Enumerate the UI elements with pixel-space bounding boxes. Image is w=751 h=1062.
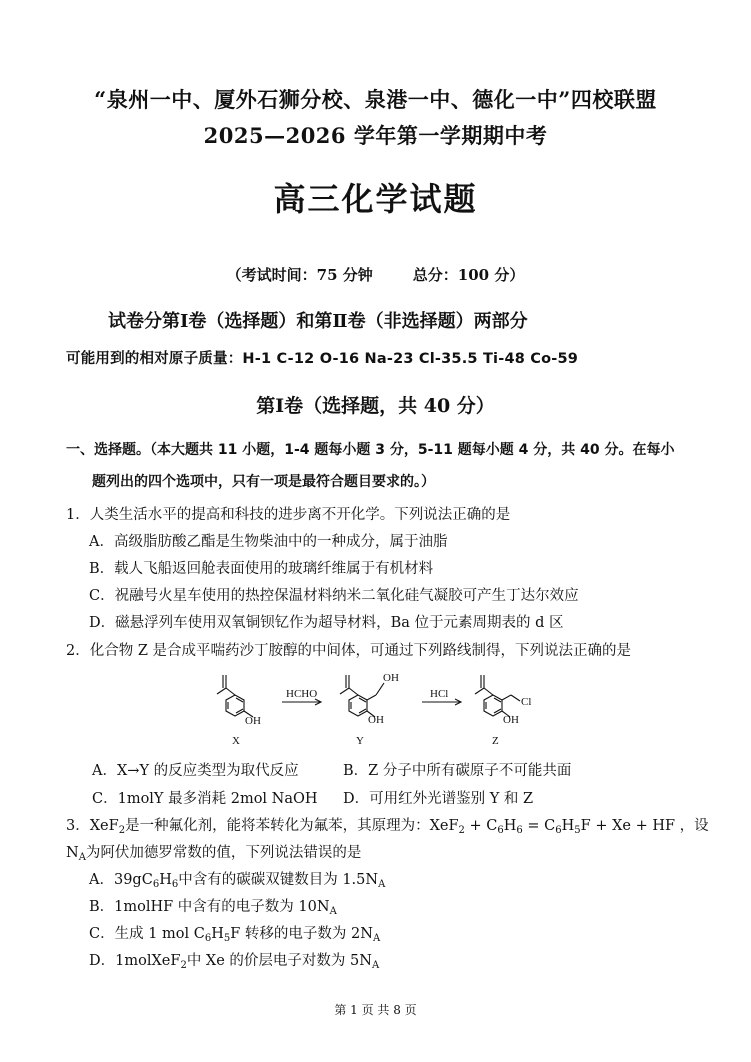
exam-time-info	[0, 264, 751, 285]
question-2-option-a: A．X→Y 的反应类型为取代反应	[92, 763, 299, 779]
question-2-option-c: C．1molY 最多消耗 2mol NaOH	[92, 791, 318, 807]
question-1-option-b: B．载人飞船返回舱表面使用的玻璃纤维属于有机材料	[89, 561, 434, 577]
x-oh-label: OH	[245, 715, 261, 727]
reagent-hcho-label: HCHO	[286, 688, 318, 700]
question-2-option-d: D．可用红外光谱鉴别 Y 和 Z	[343, 791, 534, 807]
question-2-stem: 2．化合物 Z 是合成平喘药沙丁胺醇的中间体，可通过下列路线制得，下列说法正确的是	[66, 643, 632, 659]
compound-z-label: Z	[492, 735, 499, 747]
question-1-option-a: A．高级脂肪酸乙酯是生物柴油中的一种成分，属于油脂	[89, 534, 448, 550]
compound-y-label: Y	[356, 735, 364, 747]
question-1-stem: 1．人类生活水平的提高和科技的进步离不开化学。下列说法正确的是	[66, 507, 511, 523]
page-number: 第 1 页 共 8 页	[334, 1003, 417, 1017]
compound-z-structure	[475, 675, 520, 717]
question-3-option-d: D．1molXeF$_2$中 Xe 的价层电子对数为 $5N_A$	[89, 953, 380, 971]
y-oh-ring-label: OH	[368, 714, 384, 726]
question-3-stem: 3．XeF$_2$是一种氟化剂，能将苯转化为氟苯，其原理为：$XeF_2 + C_6H_6 = C_6H_5F + Xe$ + HF ，设	[66, 818, 709, 836]
question-3-option-c: C．生成 1 mol $C_6H_5F$ 转移的电子数为 $2N_A$	[89, 926, 381, 944]
atomic-masses: 可能用到的相对原子质量：H-1 C-12 O-16 Na-23 Cl-35.5 Ti-48 Co-59	[66, 351, 579, 367]
reagent-hcl-label: HCl	[430, 688, 449, 700]
exam-total-score: 总分：100 分）	[412, 266, 525, 284]
section-instructions-line2: 题列出的四个选项中，只有一项是最符合题目要求的。）	[92, 474, 435, 490]
exam-parts-note: 试卷分第Ⅰ卷（选择题）和第Ⅱ卷（非选择题）两部分	[108, 311, 528, 332]
section-title: 第Ⅰ卷（选择题，共 40 分）	[256, 395, 495, 417]
z-oh-label: OH	[503, 714, 519, 726]
z-cl-label: Cl	[521, 696, 532, 708]
reaction-scheme	[190, 666, 570, 748]
question-1-option-d: D．磁悬浮列车使用双氧铜钡钇作为超导材料，Ba 位于元素周期表的 d 区	[89, 615, 564, 631]
compound-x-label: X	[232, 735, 240, 747]
exam-subject-title: 高三化学试题	[273, 180, 478, 218]
question-3-option-a: A．$39gC_6H_6$中含有的碳碳双键数目为 $1.5N_A$	[89, 872, 386, 890]
compound-x-structure	[217, 675, 253, 717]
exam-duration: （考试时间：75 分钟	[226, 266, 373, 284]
y-oh-chain-label: OH	[383, 672, 399, 684]
question-1-option-c: C．祝融号火星车使用的热控保温材料纳米二氧化硅气凝胶可产生丁达尔效应	[89, 588, 579, 604]
exam-term-title: 2025—2026 学年第一学期期中考	[203, 123, 548, 148]
question-2-option-b: B．Z 分子中所有碳原子不可能共面	[343, 763, 572, 779]
compound-y-structure	[340, 675, 384, 717]
exam-alliance-title: “泉州一中、厦外石狮分校、泉港一中、德化一中”四校联盟	[94, 87, 657, 112]
question-3-stem-line2: $N_A$为阿伏加德罗常数的值，下列说法错误的是	[66, 845, 362, 863]
question-3-option-b: B．1molHF 中含有的电子数为 $10N_A$	[89, 899, 337, 917]
section-instructions-line1: 一、选择题。（本大题共 11 小题，1-4 题每小题 3 分，5-11 题每小题 4 分，共 40 分。在每小	[66, 442, 675, 458]
